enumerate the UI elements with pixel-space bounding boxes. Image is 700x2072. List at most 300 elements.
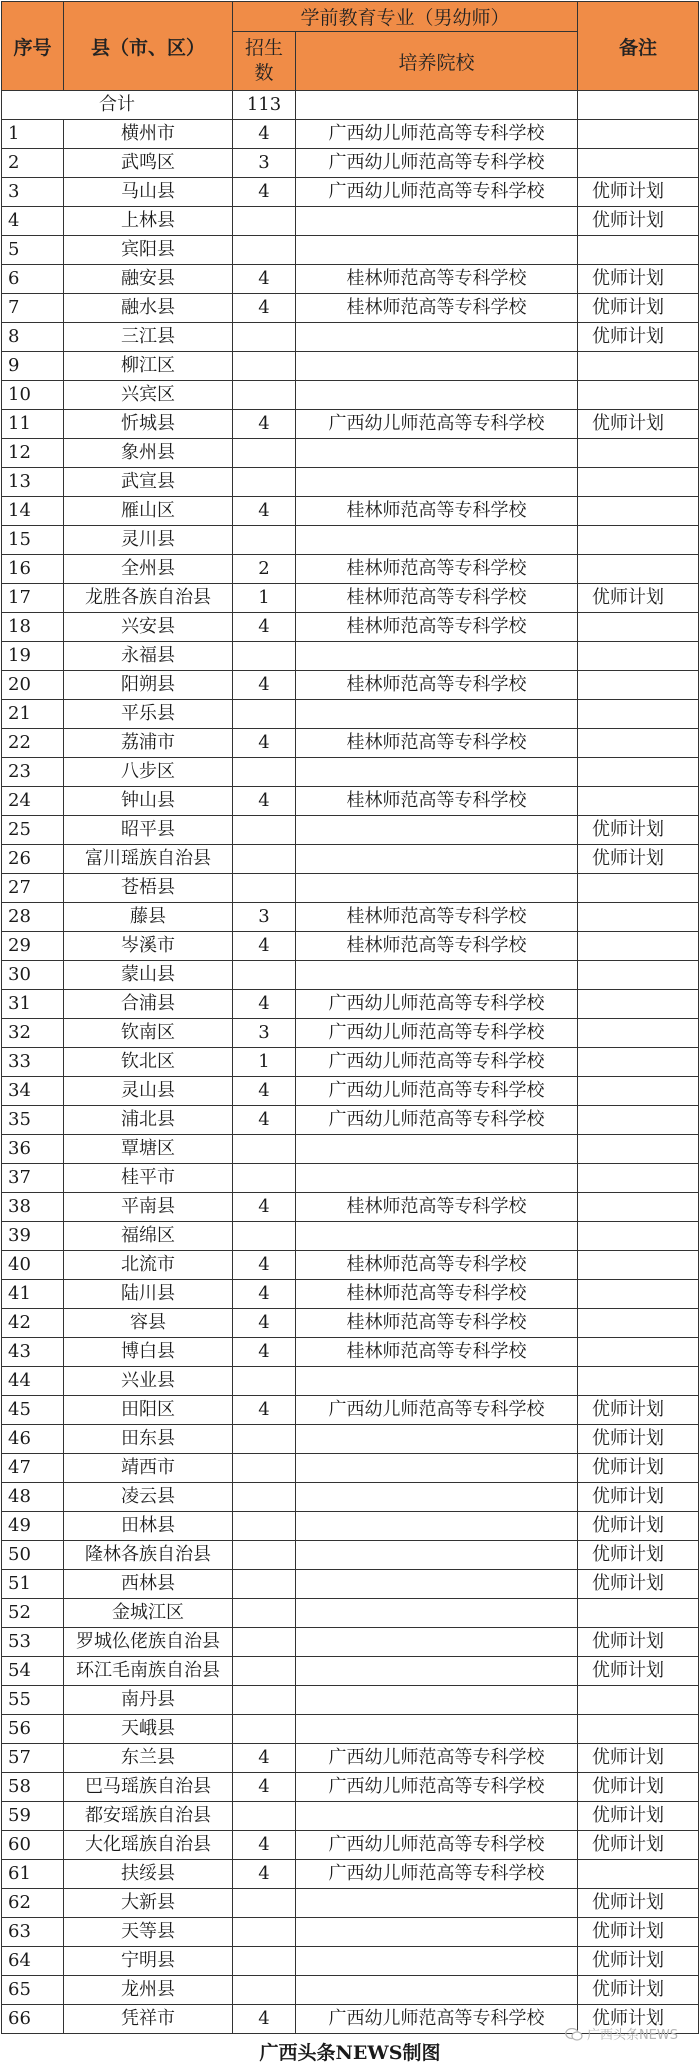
row-county: 横州市	[64, 120, 233, 149]
row-county: 灵山县	[64, 1077, 233, 1106]
row-quota	[233, 1686, 296, 1715]
row-school: 桂林师范高等专科学校	[296, 1193, 578, 1222]
row-school	[296, 1599, 578, 1628]
row-seq: 24	[2, 787, 64, 816]
row-remark	[578, 874, 699, 903]
row-county: 容县	[64, 1309, 233, 1338]
row-school: 广西幼儿师范高等专科学校	[296, 1106, 578, 1135]
row-county: 八步区	[64, 758, 233, 787]
table-row	[2, 265, 699, 294]
row-remark: 优师计划	[578, 1889, 699, 1918]
row-seq: 11	[2, 410, 64, 439]
row-remark: 优师计划	[578, 584, 699, 613]
row-remark	[578, 1280, 699, 1309]
row-school: 广西幼儿师范高等专科学校	[296, 2005, 578, 2034]
row-county: 天等县	[64, 1918, 233, 1947]
row-quota	[233, 1222, 296, 1251]
table-row	[2, 1077, 699, 1106]
row-school	[296, 961, 578, 990]
row-county: 北流市	[64, 1251, 233, 1280]
row-seq: 53	[2, 1628, 64, 1657]
row-remark	[578, 236, 699, 265]
table-row	[2, 1425, 699, 1454]
row-school	[296, 874, 578, 903]
row-county: 岑溪市	[64, 932, 233, 961]
row-seq: 58	[2, 1773, 64, 1802]
row-seq: 49	[2, 1512, 64, 1541]
table-row	[2, 526, 699, 555]
row-seq: 19	[2, 642, 64, 671]
row-county: 大化瑶族自治县	[64, 1831, 233, 1860]
row-county: 富川瑶族自治县	[64, 845, 233, 874]
row-quota: 4	[233, 1860, 296, 1889]
table-row	[2, 410, 699, 439]
row-quota: 3	[233, 1019, 296, 1048]
row-remark	[578, 961, 699, 990]
row-seq: 23	[2, 758, 64, 787]
row-seq: 12	[2, 439, 64, 468]
row-remark: 优师计划	[578, 1541, 699, 1570]
row-quota: 4	[233, 932, 296, 961]
row-remark: 优师计划	[578, 1831, 699, 1860]
row-remark	[578, 990, 699, 1019]
row-seq: 28	[2, 903, 64, 932]
row-county: 融安县	[64, 265, 233, 294]
row-quota	[233, 1164, 296, 1193]
row-county: 南丹县	[64, 1686, 233, 1715]
row-quota	[233, 207, 296, 236]
row-quota	[233, 1541, 296, 1570]
watermark	[565, 2024, 678, 2043]
row-quota	[233, 1918, 296, 1947]
row-remark	[578, 903, 699, 932]
table-row	[2, 1715, 699, 1744]
table-row	[2, 1309, 699, 1338]
row-school: 桂林师范高等专科学校	[296, 1338, 578, 1367]
total-value: 113	[233, 91, 296, 120]
row-county: 苍梧县	[64, 874, 233, 903]
row-county: 天峨县	[64, 1715, 233, 1744]
row-quota	[233, 468, 296, 497]
row-seq: 22	[2, 729, 64, 758]
row-seq: 6	[2, 265, 64, 294]
row-seq: 36	[2, 1135, 64, 1164]
table-body	[2, 91, 699, 2034]
header-quota	[233, 32, 296, 91]
row-seq: 13	[2, 468, 64, 497]
row-county: 桂平市	[64, 1164, 233, 1193]
table-row	[2, 1280, 699, 1309]
row-school	[296, 1657, 578, 1686]
table-row	[2, 1135, 699, 1164]
row-seq: 52	[2, 1599, 64, 1628]
row-county: 龙胜各族自治县	[64, 584, 233, 613]
table-row	[2, 584, 699, 613]
row-seq: 17	[2, 584, 64, 613]
row-county: 都安瑶族自治县	[64, 1802, 233, 1831]
table-row	[2, 1193, 699, 1222]
table-row	[2, 1106, 699, 1135]
row-school	[296, 1454, 578, 1483]
table-row	[2, 323, 699, 352]
row-quota: 4	[233, 1396, 296, 1425]
row-quota: 4	[233, 1077, 296, 1106]
total-label: 合计	[2, 91, 233, 120]
row-seq: 50	[2, 1541, 64, 1570]
table-row	[2, 729, 699, 758]
row-remark	[578, 1222, 699, 1251]
row-county: 金城江区	[64, 1599, 233, 1628]
table-row	[2, 468, 699, 497]
wechat-icon	[565, 2028, 583, 2041]
total-school-cell	[296, 91, 578, 120]
table-row	[2, 845, 699, 874]
quota-table	[1, 1, 699, 2072]
row-seq: 54	[2, 1657, 64, 1686]
row-quota	[233, 1135, 296, 1164]
row-quota	[233, 845, 296, 874]
row-quota	[233, 1802, 296, 1831]
row-county: 西林县	[64, 1570, 233, 1599]
total-row	[2, 91, 699, 120]
row-school: 桂林师范高等专科学校	[296, 671, 578, 700]
row-seq: 20	[2, 671, 64, 700]
table-row	[2, 1164, 699, 1193]
row-school: 桂林师范高等专科学校	[296, 932, 578, 961]
row-quota	[233, 1599, 296, 1628]
row-seq: 63	[2, 1918, 64, 1947]
row-school	[296, 439, 578, 468]
table-row	[2, 1541, 699, 1570]
row-seq: 59	[2, 1802, 64, 1831]
row-seq: 30	[2, 961, 64, 990]
row-quota	[233, 642, 296, 671]
row-school: 桂林师范高等专科学校	[296, 497, 578, 526]
row-seq: 66	[2, 2005, 64, 2034]
row-quota: 4	[233, 294, 296, 323]
row-quota	[233, 816, 296, 845]
row-county: 田东县	[64, 1425, 233, 1454]
row-school: 广西幼儿师范高等专科学校	[296, 410, 578, 439]
footer-caption: 广西头条NEWS制图	[2, 2034, 699, 2072]
row-seq: 9	[2, 352, 64, 381]
row-seq: 8	[2, 323, 64, 352]
table-row	[2, 555, 699, 584]
row-seq: 60	[2, 1831, 64, 1860]
table-row	[2, 1773, 699, 1802]
row-school	[296, 1715, 578, 1744]
row-remark	[578, 497, 699, 526]
row-remark: 优师计划	[578, 1483, 699, 1512]
header-seq: 序号	[2, 2, 64, 91]
row-school: 桂林师范高等专科学校	[296, 1251, 578, 1280]
row-seq: 25	[2, 816, 64, 845]
table-row	[2, 149, 699, 178]
table-row	[2, 961, 699, 990]
table-row	[2, 207, 699, 236]
row-county: 雁山区	[64, 497, 233, 526]
row-quota: 4	[233, 613, 296, 642]
row-school	[296, 381, 578, 410]
row-seq: 55	[2, 1686, 64, 1715]
row-seq: 14	[2, 497, 64, 526]
row-county: 钦南区	[64, 1019, 233, 1048]
row-county: 罗城仫佬族自治县	[64, 1628, 233, 1657]
row-school	[296, 1570, 578, 1599]
row-county: 钦北区	[64, 1048, 233, 1077]
row-school: 桂林师范高等专科学校	[296, 294, 578, 323]
row-seq: 37	[2, 1164, 64, 1193]
row-seq: 47	[2, 1454, 64, 1483]
row-seq: 35	[2, 1106, 64, 1135]
row-quota	[233, 323, 296, 352]
row-seq: 3	[2, 178, 64, 207]
table-row	[2, 1831, 699, 1860]
table-row	[2, 1338, 699, 1367]
row-county: 大新县	[64, 1889, 233, 1918]
row-seq: 57	[2, 1744, 64, 1773]
row-remark: 优师计划	[578, 1570, 699, 1599]
row-seq: 10	[2, 381, 64, 410]
row-quota: 4	[233, 1280, 296, 1309]
row-county: 平南县	[64, 1193, 233, 1222]
row-remark	[578, 1164, 699, 1193]
row-quota: 4	[233, 497, 296, 526]
row-quota	[233, 1425, 296, 1454]
table-row	[2, 932, 699, 961]
row-school	[296, 1483, 578, 1512]
row-quota: 4	[233, 120, 296, 149]
row-county: 龙州县	[64, 1976, 233, 2005]
row-remark	[578, 700, 699, 729]
row-remark	[578, 729, 699, 758]
row-county: 环江毛南族自治县	[64, 1657, 233, 1686]
row-quota	[233, 381, 296, 410]
row-quota	[233, 700, 296, 729]
row-seq: 56	[2, 1715, 64, 1744]
row-quota: 4	[233, 1106, 296, 1135]
row-quota	[233, 1512, 296, 1541]
row-remark: 优师计划	[578, 294, 699, 323]
row-seq: 42	[2, 1309, 64, 1338]
row-remark	[578, 526, 699, 555]
row-school	[296, 1802, 578, 1831]
row-school: 桂林师范高等专科学校	[296, 1309, 578, 1338]
row-school: 广西幼儿师范高等专科学校	[296, 178, 578, 207]
row-school: 广西幼儿师范高等专科学校	[296, 149, 578, 178]
table-row	[2, 1744, 699, 1773]
row-school: 桂林师范高等专科学校	[296, 787, 578, 816]
row-remark: 优师计划	[578, 1657, 699, 1686]
row-school: 桂林师范高等专科学校	[296, 555, 578, 584]
row-county: 东兰县	[64, 1744, 233, 1773]
row-seq: 1	[2, 120, 64, 149]
row-county: 凭祥市	[64, 2005, 233, 2034]
row-remark	[578, 381, 699, 410]
row-seq: 46	[2, 1425, 64, 1454]
row-quota: 4	[233, 1251, 296, 1280]
table-row	[2, 1918, 699, 1947]
table-row	[2, 1657, 699, 1686]
row-remark: 优师计划	[578, 1396, 699, 1425]
row-quota: 4	[233, 729, 296, 758]
row-remark: 优师计划	[578, 1628, 699, 1657]
table-row	[2, 1802, 699, 1831]
row-county: 兴安县	[64, 613, 233, 642]
row-seq: 15	[2, 526, 64, 555]
row-school: 桂林师范高等专科学校	[296, 903, 578, 932]
row-county: 巴马瑶族自治县	[64, 1773, 233, 1802]
row-school	[296, 1512, 578, 1541]
row-county: 藤县	[64, 903, 233, 932]
row-county: 博白县	[64, 1338, 233, 1367]
table-row	[2, 381, 699, 410]
row-seq: 39	[2, 1222, 64, 1251]
row-remark: 优师计划	[578, 1512, 699, 1541]
row-remark: 优师计划	[578, 816, 699, 845]
table-row	[2, 1367, 699, 1396]
table-row	[2, 178, 699, 207]
row-quota: 4	[233, 410, 296, 439]
row-quota	[233, 961, 296, 990]
row-quota	[233, 1628, 296, 1657]
table-row	[2, 1976, 699, 2005]
row-county: 覃塘区	[64, 1135, 233, 1164]
row-county: 三江县	[64, 323, 233, 352]
row-county: 合浦县	[64, 990, 233, 1019]
row-county: 田阳区	[64, 1396, 233, 1425]
row-remark	[578, 1048, 699, 1077]
row-remark	[578, 642, 699, 671]
header-quota-line2: 数	[254, 62, 273, 84]
row-quota: 1	[233, 1048, 296, 1077]
table-row	[2, 497, 699, 526]
row-remark	[578, 555, 699, 584]
row-seq: 31	[2, 990, 64, 1019]
row-school	[296, 1541, 578, 1570]
row-quota	[233, 526, 296, 555]
row-school: 桂林师范高等专科学校	[296, 729, 578, 758]
row-remark	[578, 671, 699, 700]
watermark-text: 广西头条NEWS	[587, 2028, 678, 2043]
row-remark: 优师计划	[578, 410, 699, 439]
row-remark	[578, 1686, 699, 1715]
row-quota: 4	[233, 1831, 296, 1860]
table-row	[2, 990, 699, 1019]
row-school: 广西幼儿师范高等专科学校	[296, 1048, 578, 1077]
row-seq: 33	[2, 1048, 64, 1077]
row-county: 田林县	[64, 1512, 233, 1541]
row-school: 广西幼儿师范高等专科学校	[296, 990, 578, 1019]
row-remark: 优师计划	[578, 1802, 699, 1831]
header-school: 培养院校	[296, 32, 578, 91]
row-county: 象州县	[64, 439, 233, 468]
row-seq: 64	[2, 1947, 64, 1976]
row-quota	[233, 1570, 296, 1599]
header-remark: 备注	[578, 2, 699, 91]
row-school	[296, 1164, 578, 1193]
table-row	[2, 1454, 699, 1483]
row-remark: 优师计划	[578, 1454, 699, 1483]
table-row	[2, 671, 699, 700]
row-quota	[233, 352, 296, 381]
row-seq: 5	[2, 236, 64, 265]
row-seq: 41	[2, 1280, 64, 1309]
table-row	[2, 642, 699, 671]
row-seq: 29	[2, 932, 64, 961]
row-remark: 优师计划	[578, 323, 699, 352]
row-quota	[233, 1367, 296, 1396]
table-row	[2, 1686, 699, 1715]
row-school	[296, 1947, 578, 1976]
row-quota: 4	[233, 990, 296, 1019]
row-remark	[578, 1019, 699, 1048]
row-quota	[233, 1889, 296, 1918]
row-county: 福绵区	[64, 1222, 233, 1251]
row-quota: 1	[233, 584, 296, 613]
table-row	[2, 1251, 699, 1280]
row-county: 隆林各族自治县	[64, 1541, 233, 1570]
row-seq: 65	[2, 1976, 64, 2005]
row-remark	[578, 149, 699, 178]
row-quota: 4	[233, 1338, 296, 1367]
row-school: 广西幼儿师范高等专科学校	[296, 1396, 578, 1425]
row-school: 桂林师范高等专科学校	[296, 584, 578, 613]
table-row	[2, 787, 699, 816]
row-quota: 4	[233, 1193, 296, 1222]
table-row	[2, 1222, 699, 1251]
row-county: 忻城县	[64, 410, 233, 439]
row-seq: 27	[2, 874, 64, 903]
table-row	[2, 816, 699, 845]
total-remark-cell	[578, 91, 699, 120]
row-quota	[233, 1454, 296, 1483]
row-remark	[578, 758, 699, 787]
table-row	[2, 613, 699, 642]
row-school: 广西幼儿师范高等专科学校	[296, 1773, 578, 1802]
row-school: 广西幼儿师范高等专科学校	[296, 1019, 578, 1048]
row-remark	[578, 1193, 699, 1222]
row-county: 扶绥县	[64, 1860, 233, 1889]
row-county: 平乐县	[64, 700, 233, 729]
row-remark: 优师计划	[578, 845, 699, 874]
row-seq: 45	[2, 1396, 64, 1425]
row-seq: 4	[2, 207, 64, 236]
row-county: 融水县	[64, 294, 233, 323]
row-school: 广西幼儿师范高等专科学校	[296, 1831, 578, 1860]
row-county: 靖西市	[64, 1454, 233, 1483]
row-county: 陆川县	[64, 1280, 233, 1309]
row-remark	[578, 787, 699, 816]
row-county: 浦北县	[64, 1106, 233, 1135]
row-quota	[233, 1947, 296, 1976]
row-county: 兴宾区	[64, 381, 233, 410]
row-quota: 4	[233, 2005, 296, 2034]
table-row	[2, 120, 699, 149]
row-school	[296, 758, 578, 787]
table-row	[2, 1889, 699, 1918]
row-quota	[233, 758, 296, 787]
table-row	[2, 1570, 699, 1599]
row-county: 蒙山县	[64, 961, 233, 990]
row-seq: 51	[2, 1570, 64, 1599]
row-county: 马山县	[64, 178, 233, 207]
row-school: 广西幼儿师范高等专科学校	[296, 1077, 578, 1106]
table-row	[2, 1396, 699, 1425]
row-remark	[578, 120, 699, 149]
header-county: 县（市、区）	[64, 2, 233, 91]
row-remark	[578, 932, 699, 961]
